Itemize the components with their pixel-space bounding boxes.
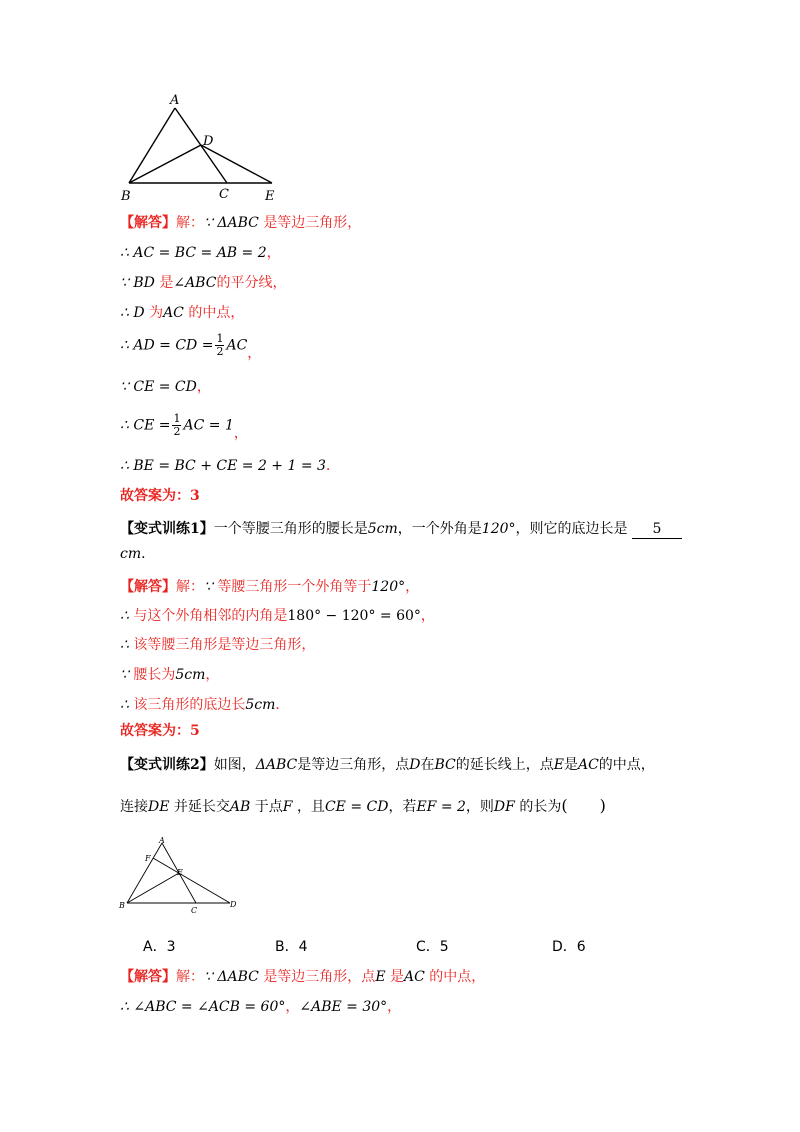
- math-text: 5cm: [245, 697, 276, 713]
- answer-2: 故答案为：5: [120, 723, 200, 739]
- solution-1-line-6: [120, 378, 211, 396]
- question-text: ．: [141, 546, 156, 562]
- exercise-2-solution-line-2: [120, 998, 401, 1016]
- question-text: 是: [563, 757, 578, 773]
- solution-text: 该三角形的底边长: [133, 697, 246, 713]
- because-symbol: ∵: [204, 579, 213, 595]
- triangle-figure-2: [115, 835, 245, 915]
- math-text: CE = CD: [324, 799, 389, 815]
- math-text: BC: [434, 757, 456, 773]
- solution-jie: 解：: [176, 215, 204, 231]
- question-text: ，则它的底边长是: [515, 521, 628, 537]
- solution-text: 腰长为: [133, 667, 176, 683]
- math-text: ∴ AC = BC = AB = 2: [120, 245, 267, 261]
- therefore-symbol: ∴: [120, 608, 129, 624]
- solution-1-line-7: [120, 413, 248, 443]
- exercise-tag: 【变式训练2】: [120, 757, 214, 773]
- math-text: D: [409, 757, 421, 773]
- question-text: 的中点，: [598, 757, 655, 773]
- solution-text: 为: [149, 305, 164, 321]
- punct: ，: [266, 245, 281, 261]
- solution-text: 的中点，: [429, 969, 486, 985]
- question-text: ，一个外角是: [397, 521, 482, 537]
- question-text: ，若: [388, 799, 417, 815]
- exercise-1-solution-line-5: [120, 696, 289, 714]
- math-text: AB: [229, 799, 251, 815]
- math-text: D: [133, 305, 145, 321]
- math-text: E: [553, 757, 564, 773]
- question-text: 在: [420, 757, 435, 773]
- math-text: 120°: [481, 521, 516, 537]
- solution-1-line-2: [120, 244, 281, 262]
- math-text: ∴ CE =: [120, 417, 171, 434]
- label-e: E: [265, 189, 275, 204]
- label-a: A: [170, 93, 180, 108]
- math-text: E: [375, 969, 386, 985]
- math-text: AC: [577, 757, 599, 773]
- punct: ，: [285, 999, 300, 1015]
- punct: ，: [405, 579, 420, 595]
- question-text: 的长为: [519, 799, 562, 815]
- exercise-2-question-line-2: [120, 797, 606, 816]
- solution-text: 等腰三角形一个外角等于: [217, 579, 372, 595]
- math-text: ∵ CE = CD: [120, 379, 197, 395]
- fraction: [172, 413, 181, 438]
- choice-b: B．4: [275, 939, 308, 955]
- solution-1-line-1: [120, 214, 361, 232]
- fraction-denominator: 2: [173, 425, 181, 438]
- choice-a: A．3: [143, 939, 176, 955]
- solution-1-line-3: [120, 274, 286, 292]
- math-text: cm: [120, 546, 142, 562]
- because-symbol: ∵: [204, 215, 213, 231]
- exercise-1-question: [120, 520, 682, 539]
- math-text: AC: [404, 969, 425, 985]
- solution-jie: 解：: [176, 969, 204, 985]
- math-text: BD: [133, 275, 155, 291]
- because-symbol: ∵: [120, 275, 129, 291]
- segment-de: [201, 145, 272, 183]
- math-text: 180° − 120° = 60°: [287, 608, 421, 624]
- solution-text: 是: [159, 275, 174, 291]
- math-text: 5cm: [175, 667, 206, 683]
- math-text: ∴ BE = BC + CE = 2 + 1 = 3: [120, 458, 326, 474]
- therefore-symbol: ∴: [120, 697, 129, 713]
- exercise-1-solution-line-2: [120, 607, 435, 625]
- answer-blank: 5: [632, 520, 682, 539]
- answer-parentheses: ( ): [561, 796, 606, 815]
- math-text: ΔABC: [217, 969, 259, 985]
- exercise-1-solution-line-3: [120, 636, 315, 654]
- segment-ab: [127, 843, 162, 903]
- punct: ，: [196, 379, 211, 395]
- solution-text: 该等腰三角形是等边三角形，: [133, 637, 316, 653]
- choice-c: C．5: [416, 939, 449, 955]
- label-b: B: [121, 189, 131, 204]
- exercise-2-solution-line-1: [120, 968, 485, 986]
- fraction: [215, 333, 224, 358]
- punct: ．: [275, 697, 290, 713]
- fraction-numerator: 1: [173, 412, 181, 425]
- label-c: C: [219, 187, 229, 202]
- math-text: AC: [226, 337, 248, 354]
- math-text: DE: [148, 799, 170, 815]
- math-text: 5cm: [367, 521, 398, 537]
- question-text: ，则: [465, 799, 494, 815]
- exercise-2-question-line-1: [120, 756, 655, 774]
- label-e: E: [177, 868, 183, 877]
- answer-1: 故答案为：3: [120, 488, 200, 504]
- label-d: D: [230, 900, 237, 909]
- question-text: 是等边三角形，点: [297, 757, 410, 773]
- because-symbol: ∵: [120, 667, 129, 683]
- question-text: ，且: [296, 799, 325, 815]
- choice-d: D．6: [552, 939, 586, 955]
- punct: ，: [205, 667, 220, 683]
- triangle-figure-1: [115, 90, 285, 210]
- solution-text: 是等边三角形，点: [263, 969, 376, 985]
- solution-tag: 【解答】: [120, 215, 176, 231]
- solution-1-line-4: [120, 304, 244, 322]
- exercise-1-question-cont: [120, 545, 155, 563]
- punct: ．: [325, 458, 340, 474]
- solution-jie: 解：: [176, 579, 204, 595]
- punct: ，: [420, 608, 435, 624]
- question-text: 一个等腰三角形的腰长是: [213, 521, 368, 537]
- math-text: AC = 1: [183, 417, 234, 434]
- exercise-1-solution-line-4: [120, 666, 219, 684]
- solution-text: 与这个外角相邻的内角是: [133, 608, 288, 624]
- label-c: C: [191, 906, 198, 915]
- solution-tag: 【解答】: [120, 969, 176, 985]
- math-text: ∠ABE = 30°: [299, 999, 388, 1015]
- exercise-tag: 【变式训练1】: [120, 521, 214, 537]
- math-text: F: [282, 799, 293, 815]
- segment-be: [127, 873, 179, 903]
- exercise-1-solution-line-1: [120, 578, 419, 596]
- math-text: ∴ AD = CD =: [120, 337, 214, 354]
- solution-text: 是等边三角形，: [263, 215, 362, 231]
- solution-tag: 【解答】: [120, 579, 176, 595]
- label-a: A: [159, 836, 165, 845]
- math-text: EF = 2: [416, 799, 466, 815]
- math-text: 120°: [371, 579, 406, 595]
- therefore-symbol: ∴: [120, 637, 129, 653]
- solution-text: 的平分线，: [216, 275, 287, 291]
- fraction-denominator: 2: [216, 345, 224, 358]
- math-text: ΔABC: [217, 215, 259, 231]
- punct: ，: [387, 999, 402, 1015]
- solution-text: 是: [390, 969, 404, 985]
- label-d: D: [203, 134, 214, 149]
- solution-text: 的中点，: [188, 305, 245, 321]
- question-text: 于点: [254, 799, 283, 815]
- math-text: DF: [493, 799, 515, 815]
- because-symbol: ∵: [204, 969, 213, 985]
- label-b: B: [119, 901, 125, 910]
- segment-ab: [129, 108, 175, 183]
- label-f: F: [145, 854, 151, 863]
- solution-1-line-8: [120, 457, 340, 475]
- math-text: AC: [163, 305, 184, 321]
- question-text: 如图，: [213, 757, 256, 773]
- math-text: ∴ ∠ABC = ∠ACB = 60°: [120, 999, 286, 1015]
- segment-fd: [153, 858, 230, 903]
- math-text: ∠ABC: [173, 275, 217, 291]
- question-text: 的延长线上，点: [455, 757, 554, 773]
- question-text: 并延长交: [173, 799, 230, 815]
- solution-1-line-5: [120, 333, 261, 363]
- punct: ，: [233, 425, 248, 442]
- question-text: 连接: [120, 799, 148, 815]
- punct: ，: [247, 345, 262, 362]
- math-text: ΔABC: [255, 757, 298, 773]
- fraction-numerator: 1: [216, 332, 224, 345]
- segment-bd: [129, 145, 201, 183]
- therefore-symbol: ∴: [120, 305, 129, 321]
